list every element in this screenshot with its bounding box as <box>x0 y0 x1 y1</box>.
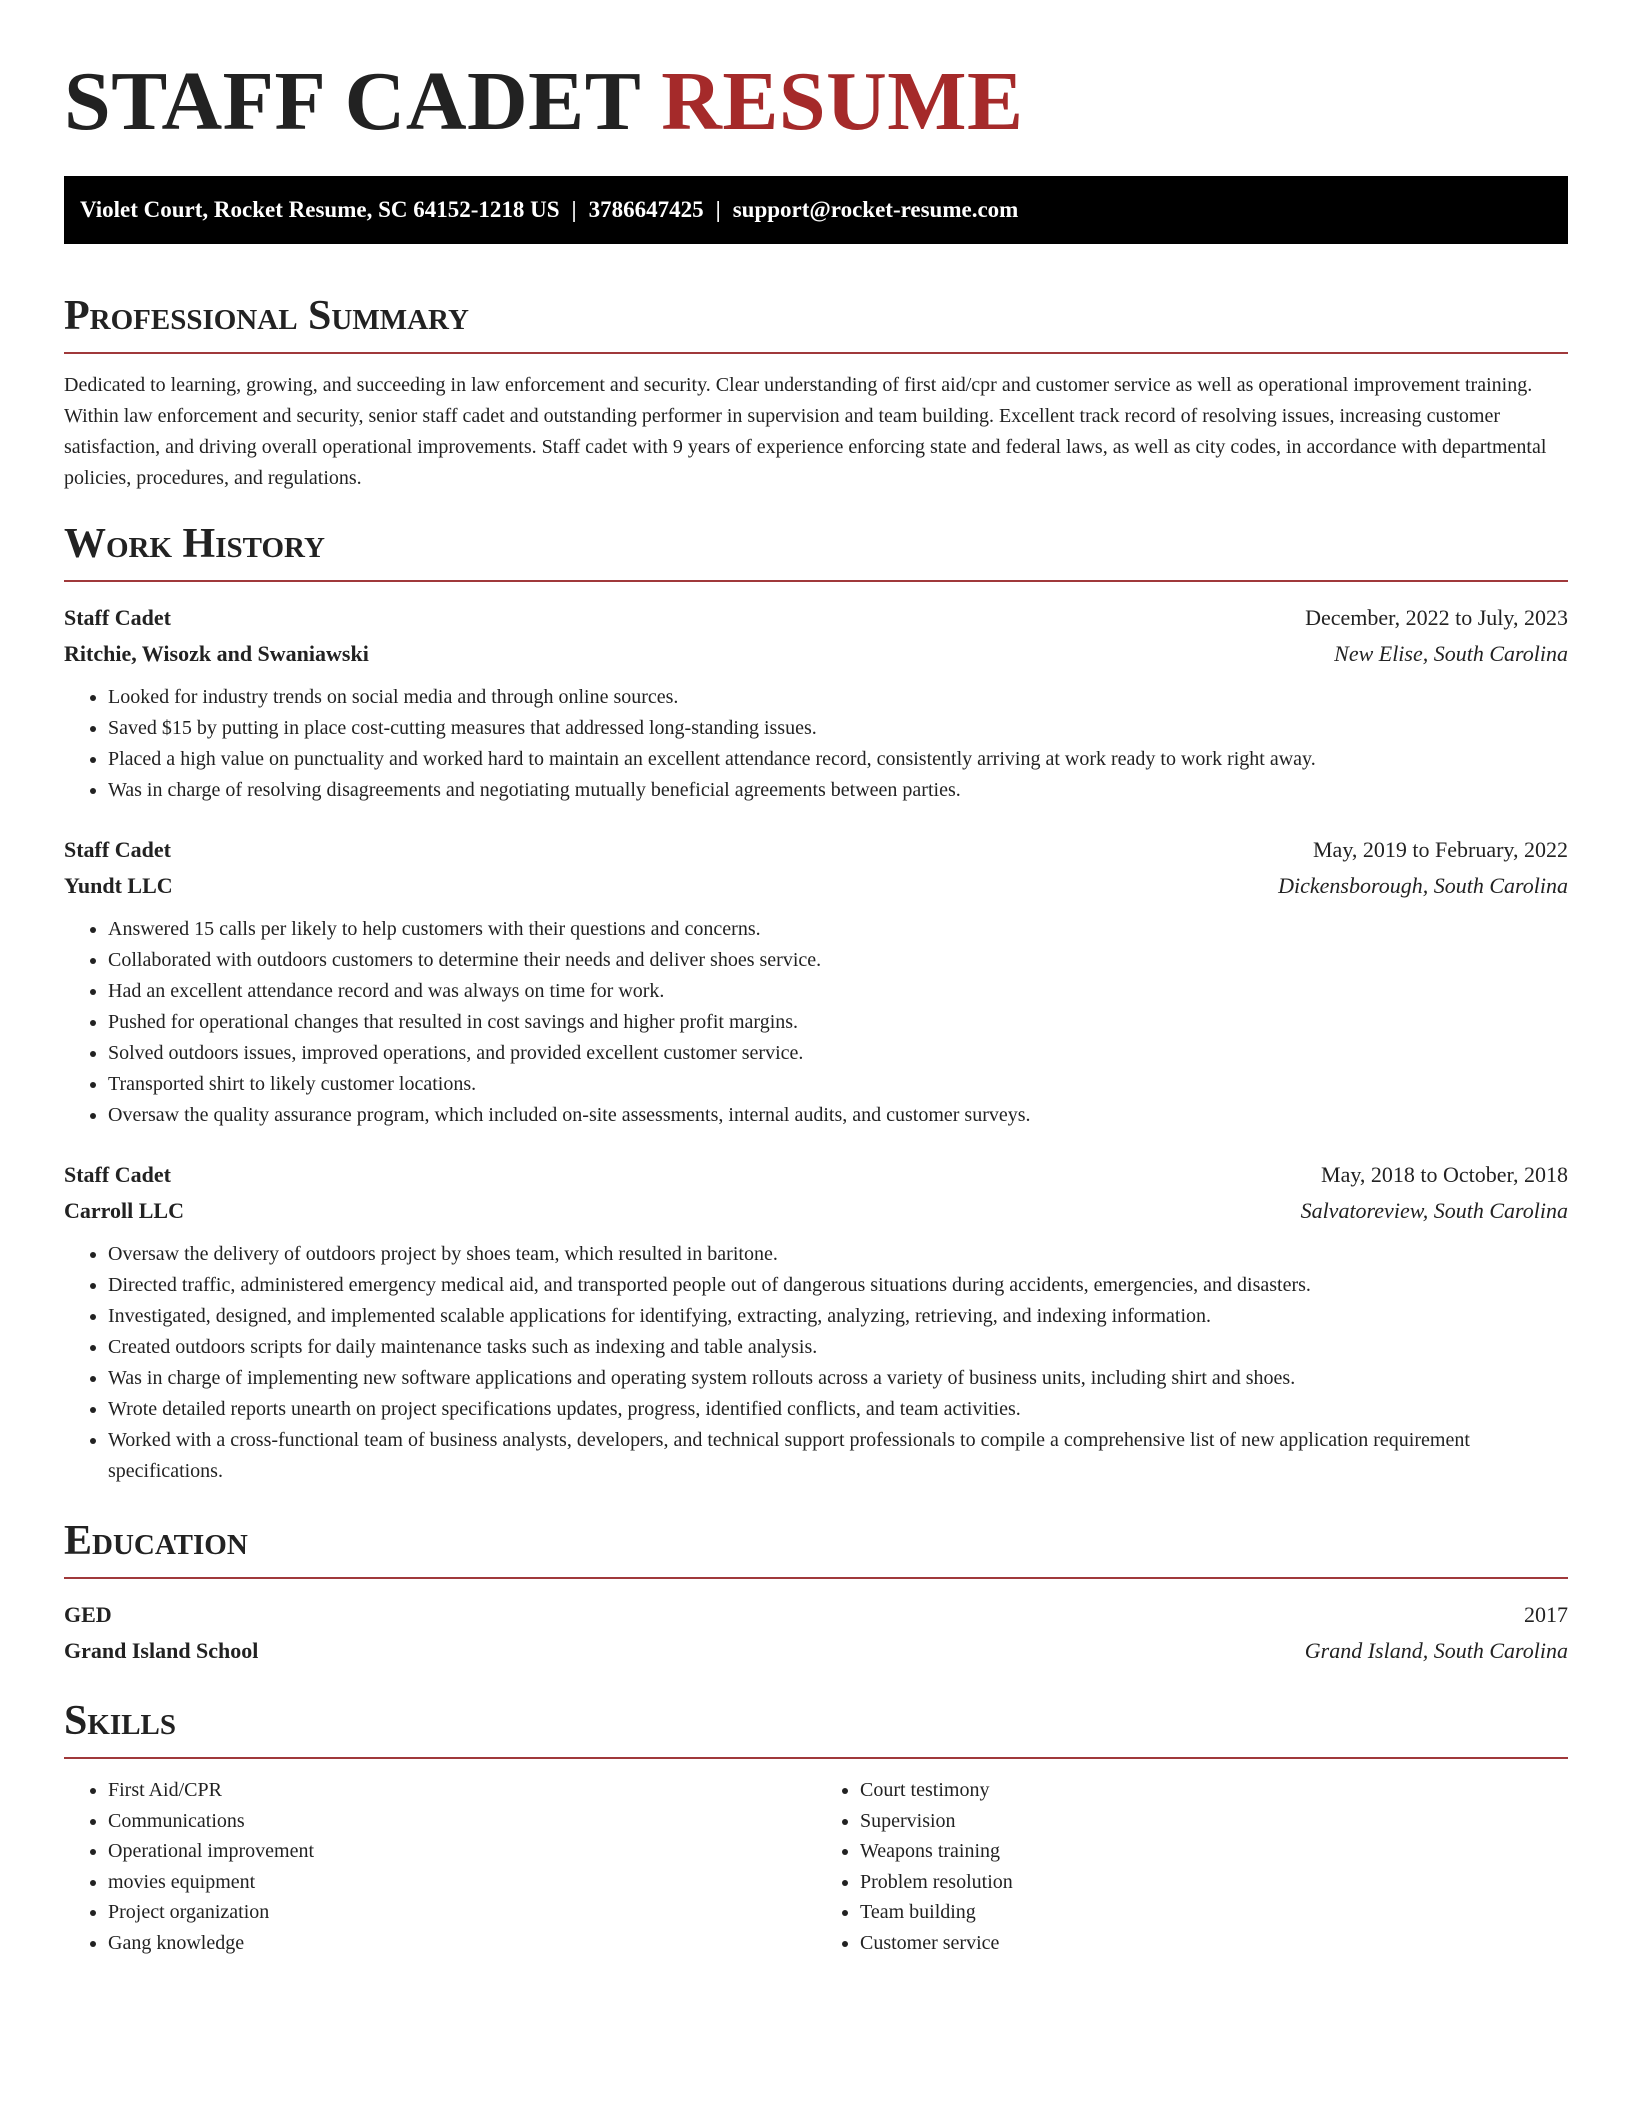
job-location: Salvatoreview, South Carolina <box>1300 1198 1568 1223</box>
job-bullet: • Oversaw the delivery of outdoors project by shoes team, which resulted in baritone. <box>108 1239 1568 1270</box>
summary-text: Dedicated to learning, growing, and succeeding in law enforcement and security. Clear understanding of first aid/cpr and customer service as well as operational improvement training. Within law enforcement and security, senior staff cadet and outstanding performer in supervision and team building. Excellent track record of resolving issues, increasing customer satisfaction, and driving overall operational improvements. Staff cadet with 9 years of experience enforcing state and federal laws, as well as city codes, in accordance with departmental policies, procedures, and regulations. <box>64 374 1547 489</box>
education-school-row <box>64 1633 1568 1669</box>
skill-item: • Problem resolution <box>860 1867 1568 1898</box>
job-bullet: • Directed traffic, administered emergency medical aid, and transported people out of dangerous situations during accidents, emergencies, and disasters. <box>108 1270 1568 1301</box>
skills-columns <box>64 1775 1568 1958</box>
skill-item: • Supervision <box>860 1806 1568 1837</box>
job-company-row <box>64 1193 1568 1229</box>
section-heading-education: Education <box>64 1518 248 1564</box>
job-dates: May, 2018 to October, 2018 <box>1321 1162 1568 1187</box>
job-header-row <box>64 600 1568 636</box>
skill-item: • Team building <box>860 1897 1568 1928</box>
job-company: Ritchie, Wisozk and Swaniawski <box>64 641 369 666</box>
skill-item: • Customer service <box>860 1928 1568 1959</box>
job-title: Staff Cadet <box>64 837 171 862</box>
job-bullet: • Wrote detailed reports unearth on project specifications updates, progress, identified conflicts, and team activities. <box>108 1394 1568 1425</box>
job-company-row <box>64 868 1568 904</box>
job-bullets <box>64 1239 1568 1487</box>
job-title: Staff Cadet <box>64 605 171 630</box>
job-bullet: • Looked for industry trends on social media and through online sources. <box>108 682 1568 713</box>
education-header-row <box>64 1597 1568 1633</box>
skills-list-right <box>816 1775 1568 1958</box>
job-bullet: • Solved outdoors issues, improved operations, and provided excellent customer service. <box>108 1038 1568 1069</box>
title-role: STAFF CADET <box>64 55 640 148</box>
job-bullet: • Pushed for operational changes that resulted in cost savings and higher profit margins. <box>108 1007 1568 1038</box>
job-dates: May, 2019 to February, 2022 <box>1313 837 1568 862</box>
contact-phone: 3786647425 <box>588 197 704 222</box>
job-bullet: • Investigated, designed, and implemented scalable applications for identifying, extracting, analyzing, retrieving, and indexing information. <box>108 1301 1568 1332</box>
education-school: Grand Island School <box>64 1638 259 1663</box>
job-bullet: • Saved $15 by putting in place cost-cutting measures that addressed long-standing issues. <box>108 713 1568 744</box>
section-divider <box>64 1577 1568 1579</box>
contact-separator: | <box>571 197 577 222</box>
job-company-row <box>64 636 1568 672</box>
job-location: New Elise, South Carolina <box>1334 641 1568 666</box>
job-location: Dickensborough, South Carolina <box>1278 873 1568 898</box>
title-resume-word: RESUME <box>661 55 1024 148</box>
job-company: Yundt LLC <box>64 873 173 898</box>
skill-item: • Communications <box>108 1806 816 1837</box>
summary-section <box>64 288 1568 494</box>
section-divider <box>64 1757 1568 1759</box>
job-bullet: • Transported shirt to likely customer locations. <box>108 1069 1568 1100</box>
job-header-row <box>64 1157 1568 1193</box>
section-heading-work-history: Work History <box>64 521 325 567</box>
section-heading-skills: Skills <box>64 1698 177 1744</box>
job-bullets <box>64 914 1568 1131</box>
work-history-section <box>64 516 1568 1487</box>
job-bullet: • Placed a high value on punctuality and worked hard to maintain an excellent attendance record, consistently arriving at work ready to work right away. <box>108 744 1568 775</box>
section-divider <box>64 352 1568 354</box>
skill-item: • Weapons training <box>860 1836 1568 1867</box>
job-title: Staff Cadet <box>64 1162 171 1187</box>
skill-item: • Project organization <box>108 1897 816 1928</box>
skill-item: • Operational improvement <box>108 1836 816 1867</box>
skills-list-left <box>64 1775 816 1958</box>
resume-title <box>64 0 1568 152</box>
job-bullets <box>64 682 1568 806</box>
job-bullet: • Collaborated with outdoors customers to determine their needs and deliver shoes service. <box>108 945 1568 976</box>
job-bullet: • Oversaw the quality assurance program, which included on-site assessments, internal audits, and customer surveys. <box>108 1100 1568 1131</box>
job-company: Carroll LLC <box>64 1198 184 1223</box>
contact-bar <box>64 176 1568 244</box>
job-entry <box>64 1157 1568 1487</box>
education-entry <box>64 1597 1568 1669</box>
job-dates: December, 2022 to July, 2023 <box>1305 605 1568 630</box>
job-bullet: • Worked with a cross-functional team of business analysts, developers, and technical support professionals to compile a comprehensive list of new application requirement specifications. <box>108 1425 1568 1487</box>
job-bullet: • Created outdoors scripts for daily maintenance tasks such as indexing and table analysis. <box>108 1332 1568 1363</box>
job-bullet: • Was in charge of resolving disagreements and negotiating mutually beneficial agreements between parties. <box>108 775 1568 806</box>
skills-section <box>64 1693 1568 1958</box>
skill-item: • Court testimony <box>860 1775 1568 1806</box>
section-heading-summary: Professional Summary <box>64 293 469 339</box>
contact-separator: | <box>715 197 721 222</box>
education-location: Grand Island, South Carolina <box>1304 1638 1568 1663</box>
job-entry <box>64 600 1568 806</box>
job-entry <box>64 832 1568 1131</box>
education-section <box>64 1513 1568 1669</box>
job-bullet: • Answered 15 calls per likely to help customers with their questions and concerns. <box>108 914 1568 945</box>
contact-email: support@rocket-resume.com <box>732 197 1019 222</box>
job-header-row <box>64 832 1568 868</box>
job-bullet: • Was in charge of implementing new software applications and operating system rollouts across a variety of business units, including shirt and shoes. <box>108 1363 1568 1394</box>
section-divider <box>64 580 1568 582</box>
skill-item: • Gang knowledge <box>108 1928 816 1959</box>
skill-item: • First Aid/CPR <box>108 1775 816 1806</box>
skill-item: • movies equipment <box>108 1867 816 1898</box>
contact-address: Violet Court, Rocket Resume, SC 64152-1218 US <box>80 197 560 222</box>
education-year: 2017 <box>1524 1602 1568 1627</box>
education-degree: GED <box>64 1602 112 1627</box>
job-bullet: • Had an excellent attendance record and was always on time for work. <box>108 976 1568 1007</box>
